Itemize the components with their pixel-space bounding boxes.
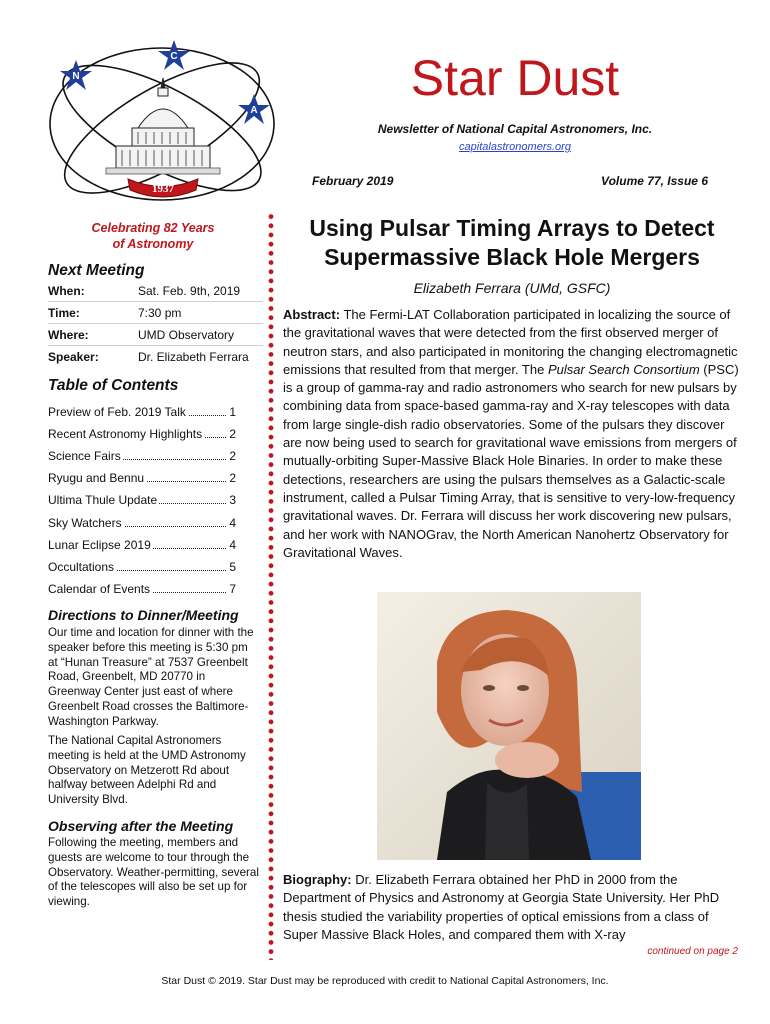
svg-text:1937: 1937 <box>152 183 174 195</box>
toc-item-title: Ryugu and Bennu <box>48 471 145 485</box>
toc-item[interactable] <box>48 425 236 443</box>
svg-text:N: N <box>72 71 80 82</box>
toc-item-page: 2 <box>229 427 236 441</box>
meeting-label: When: <box>48 284 85 298</box>
meeting-value: Sat. Feb. 9th, 2019 <box>138 284 241 298</box>
observing-heading: Observing after the Meeting <box>48 818 234 834</box>
article-title <box>282 214 742 272</box>
continued-link[interactable]: continued on page 2 <box>647 946 738 957</box>
toc-item-title: Science Fairs <box>48 449 121 463</box>
directions-heading: Directions to Dinner/Meeting <box>48 607 239 623</box>
toc-item-title: Ultima Thule Update <box>48 493 158 507</box>
meeting-row-time <box>48 303 263 324</box>
meeting-row-speaker <box>48 347 263 367</box>
article-biography <box>283 871 739 944</box>
toc-item-page: 4 <box>229 516 236 530</box>
abstract-text-2: (PSC) is a group of gamma-ray and radio astronomers who search for new pulsars by combining data from space-based gamma-ray and X-ray telescopes with data from large single-dish radio observatories. Some of the pulsars they discover are now being used to search for gravitational wave emissions from mergers of mutually-orbiting Super-Massive Black Hole Binaries. In order to make these detections, researchers are using the pulsars themselves as a Galactic-scale instrument, called a Pulsar Timing Array, that is sensitive to very-low-frequency gravitational waves. Dr. Ferrara will discuss her work discovering new pulsars, and her work with NANOGrav, the North American Nanohertz Observatory for Gravitational Waves. <box>283 361 739 560</box>
abstract-text-1: The Fermi-LAT Collaboration participated in localizing the source of the gravitational waves that were detected from the first observed merger of neutron stars, and also participated in monitoring the changing electromagnetic emissions that resulted from that merger. The <box>283 307 738 377</box>
newsletter-subtitle: Newsletter of National Capital Astronomers, Inc. <box>377 122 653 136</box>
nca-logo <box>46 38 278 206</box>
abstract-label: Abstract: <box>283 307 341 322</box>
toc-item[interactable] <box>48 514 236 532</box>
toc-item[interactable] <box>48 558 236 576</box>
svg-text:C: C <box>170 51 178 62</box>
observing-paragraph: Following the meeting, members and guests are welcome to tour through the Observatory. Weather-permitting, several of the telescopes will also be set up for viewing. <box>48 836 259 909</box>
website-link[interactable]: capitalastronomers.org <box>459 141 571 153</box>
toc-item-title: Preview of Feb. 2019 Talk <box>48 405 186 419</box>
meeting-value: UMD Observatory <box>138 328 235 342</box>
article-abstract <box>283 306 739 562</box>
meeting-row-when <box>48 281 263 302</box>
star-c-icon <box>158 40 190 70</box>
toc-item-title: Lunar Eclipse 2019 <box>48 538 151 552</box>
toc-item-page: 5 <box>229 560 236 574</box>
directions-paragraph-1: Our time and location for dinner with the speaker before this meeting is 5:30 pm at “Hunan Treasure” at 7537 Greenbelt Road, Greenbelt, MD 20770 in Greenway Center just east of where Greenbelt Road crosses the Baltimore-Washington Parkway. <box>48 626 254 728</box>
meeting-value: Dr. Elizabeth Ferrara <box>138 350 249 364</box>
svg-text:A: A <box>250 105 258 116</box>
page-footer: Star Dust © 2019. Star Dust may be reproduced with credit to National Capital Astronomers, Inc. <box>161 975 609 987</box>
issue-date: February 2019 <box>312 174 394 188</box>
toc-item[interactable] <box>48 491 236 509</box>
toc-item[interactable] <box>48 536 236 554</box>
toc-item[interactable] <box>48 447 236 465</box>
abstract-emphasis: Pulsar Search Consortium <box>547 361 700 377</box>
anniversary-banner <box>48 220 258 252</box>
toc-item-title: Occultations <box>48 560 115 574</box>
next-meeting-heading: Next Meeting <box>48 262 145 279</box>
toc-item-page: 2 <box>229 471 236 485</box>
toc-item[interactable] <box>48 469 236 487</box>
toc-item-title: Sky Watchers <box>48 516 122 530</box>
toc-item-page: 3 <box>229 493 236 507</box>
article-author: Elizabeth Ferrara (UMd, GSFC) <box>413 280 611 296</box>
speaker-photo <box>377 592 641 860</box>
toc-item-page: 7 <box>229 582 236 596</box>
article-title-line-1: Using Pulsar Timing Arrays to Detect <box>309 215 715 241</box>
toc-item-page: 4 <box>229 538 236 552</box>
toc-item[interactable] <box>48 580 236 598</box>
star-a-icon <box>238 94 270 124</box>
meeting-label: Speaker: <box>48 350 99 364</box>
anniversary-line-2: of Astronomy <box>112 237 194 251</box>
meeting-label: Time: <box>48 306 80 320</box>
anniversary-line-1: Celebrating 82 Years <box>91 221 215 235</box>
meeting-label: Where: <box>48 328 89 342</box>
toc-item-title: Calendar of Events <box>48 582 151 596</box>
toc-item[interactable] <box>48 403 236 421</box>
toc-item-page: 1 <box>229 405 236 419</box>
meeting-row-where <box>48 325 263 346</box>
meeting-value: 7:30 pm <box>138 306 182 320</box>
toc-heading: Table of Contents <box>48 377 179 394</box>
column-divider <box>268 212 274 960</box>
toc-item-page: 2 <box>229 449 236 463</box>
issue-volume: Volume 77, Issue 6 <box>601 174 708 188</box>
bio-text: Dr. Elizabeth Ferrara obtained her PhD in 2000 from the Department of Physics and Astronomy at Georgia State University. Her PhD thesis studied the variability properties of optical emissions from a class of Super Massive Black Holes, and compared them with X-ray <box>283 872 720 942</box>
article-title-line-2: Supermassive Black Hole Mergers <box>324 244 700 270</box>
newsletter-title: Star Dust <box>410 50 620 106</box>
directions-paragraph-2: The National Capital Astronomers meeting is held at the UMD Astronomy Observatory on Metzerott Rd about halfway between Adelphi Rd and University Blvd. <box>48 734 246 807</box>
toc-item-title: Recent Astronomy Highlights <box>48 427 203 441</box>
bio-label: Biography: <box>283 872 352 887</box>
